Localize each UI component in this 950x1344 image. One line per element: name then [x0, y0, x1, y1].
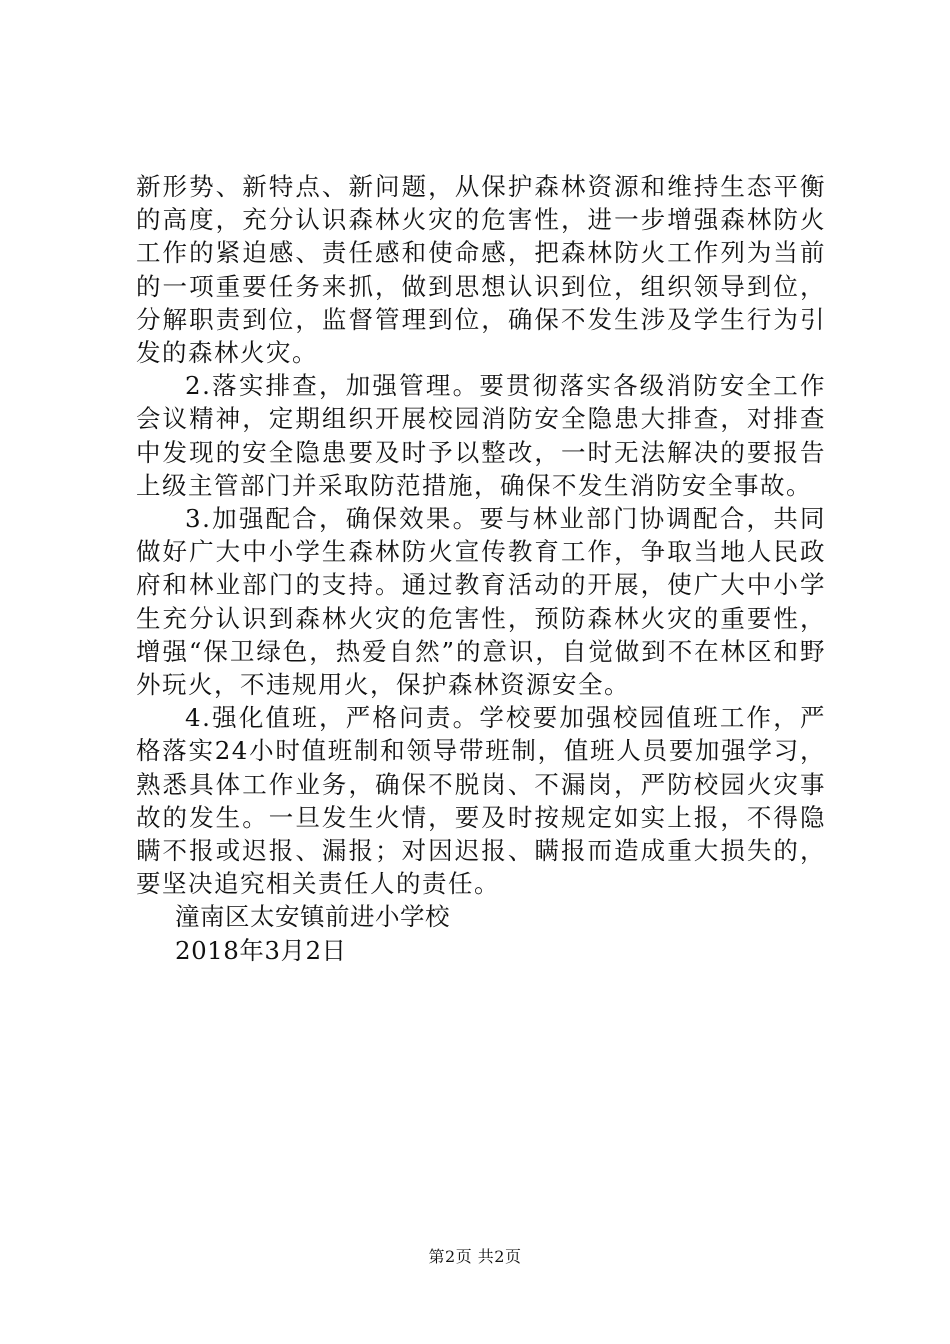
paragraph-item-3: 3.加强配合，确保效果。要与林业部门协调配合，共同做好广大中小学生森林防火宣传教育工作，争取当地人民政府和林业部门的支持。通过教育活动的开展，使广大中小学生充分认识到森林火灾的危害性，预防森林火灾的重要性，增强“保卫绿色，热爱自然”的意识，自觉做到不在林区和野外玩火，不违规用火，保护森林资源安全。 [136, 504, 826, 700]
document-body [136, 170, 826, 967]
page-footer: 第2页 共2页 [428, 1247, 522, 1266]
signature-date: 2018年3月2日 [175, 935, 347, 965]
signature-organization: 潼南区太安镇前进小学校 [175, 902, 450, 932]
paragraph-item-4: 4.强化值班，严格问责。学校要加强校园值班工作，严格落实24小时值班制和领导带班制，值班人员要加强学习，熟悉具体工作业务，确保不脱岗、不漏岗，严防校园火灾事故的发生。一旦发生火情，要及时按规定如实上报，不得隐瞒不报或迟报、漏报；对因迟报、瞒报而造成重大损失的，要坚决追究相关责任人的责任。 [136, 703, 826, 899]
paragraph-continued: 新形势、新特点、新问题，从保护森林资源和维持生态平衡的高度，充分认识森林火灾的危害性，进一步增强森林防火工作的紧迫感、责任感和使命感，把森林防火工作列为当前的一项重要任务来抓，做到思想认识到位，组织领导到位，分解职责到位，监督管理到位，确保不发生涉及学生行为引发的森林火灾。 [136, 172, 826, 368]
paragraph-item-2: 2.落实排查，加强管理。要贯彻落实各级消防安全工作会议精神，定期组织开展校园消防安全隐患大排查，对排查中发现的安全隐患要及时予以整改，一时无法解决的要报告上级主管部门并采取防范措施，确保不发生消防安全事故。 [136, 371, 826, 500]
